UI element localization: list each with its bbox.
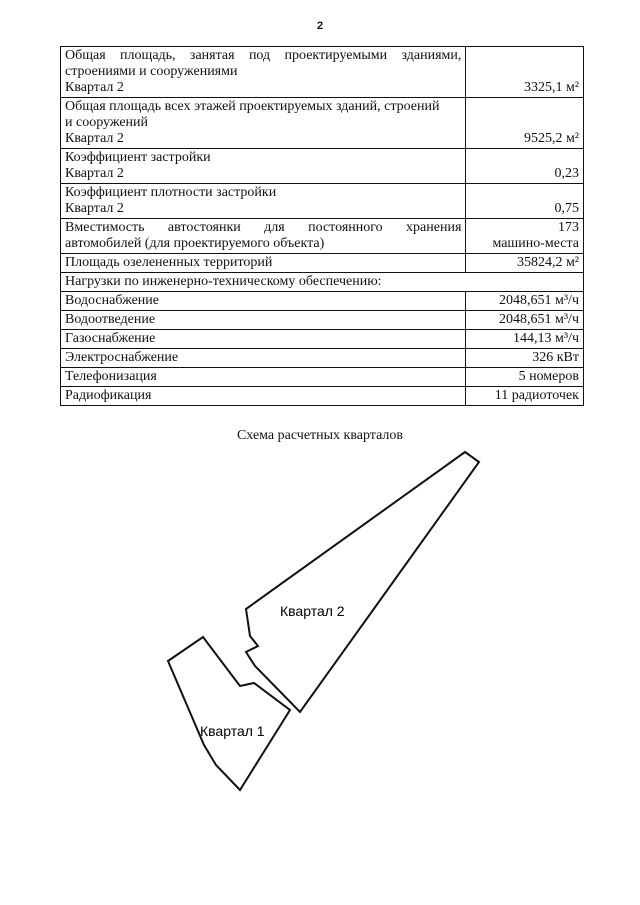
table-row [61, 98, 584, 149]
density-coef-value: 0,75 [466, 184, 584, 219]
floor-area-label [61, 98, 466, 149]
page-number: 2 [316, 20, 324, 32]
water-supply-value: 2048,651 м³/ч [466, 292, 584, 311]
water-supply-label: Водоснабжение [61, 292, 466, 311]
parking-label-line2: автомобилей (для проектируемого объекта) [65, 236, 325, 251]
floor-area-label-line3: Квартал 2 [65, 131, 124, 146]
green-area-label: Площадь озелененных территорий [61, 254, 466, 273]
built-area-value: 3325,1 м² [466, 47, 584, 98]
table-row [61, 273, 584, 292]
block-1-label: Квартал 1 [200, 723, 265, 739]
built-area-label-line2: строениями и сооружениями [65, 64, 238, 79]
blocks-scheme [0, 440, 640, 800]
floor-area-label-line1: Общая площадь всех этажей проектируемых зданий, строений [65, 99, 440, 114]
floor-area-value: 9525,2 м² [466, 98, 584, 149]
table-row [61, 219, 584, 254]
build-coef-label [61, 149, 466, 184]
density-coef-label [61, 184, 466, 219]
density-coef-label-line1: Коэффициент плотности застройки [65, 185, 277, 200]
table-row [61, 387, 584, 406]
table-row [61, 47, 584, 98]
parameters-table [60, 46, 584, 406]
phone-label: Телефонизация [61, 368, 466, 387]
built-area-label [61, 47, 466, 98]
green-area-value: 35824,2 м² [466, 254, 584, 273]
parking-value [466, 219, 584, 254]
gas-label: Газоснабжение [61, 330, 466, 349]
parking-value-unit: машино-места [492, 236, 579, 251]
table-row [61, 349, 584, 368]
build-coef-label-line1: Коэффициент застройки [65, 150, 211, 165]
power-value: 326 кВт [466, 349, 584, 368]
radio-label: Радиофикация [61, 387, 466, 406]
power-label: Электроснабжение [61, 349, 466, 368]
parking-label [61, 219, 466, 254]
table-row [61, 149, 584, 184]
block-1-outline [168, 637, 290, 790]
table-row [61, 330, 584, 349]
table-row [61, 292, 584, 311]
parking-label-line1: Вместимость автостоянки для постоянного хранения [65, 220, 462, 235]
parking-value-number: 173 [558, 220, 579, 235]
block-2-outline [246, 452, 479, 712]
gas-value: 144,13 м³/ч [466, 330, 584, 349]
density-coef-label-line2: Квартал 2 [65, 201, 124, 216]
schema-title: Схема расчетных кварталов [236, 428, 404, 443]
build-coef-label-line2: Квартал 2 [65, 166, 124, 181]
table-row [61, 184, 584, 219]
table-row [61, 368, 584, 387]
radio-value: 11 радиоточек [466, 387, 584, 406]
floor-area-label-line2: и сооружений [65, 115, 149, 130]
phone-value: 5 номеров [466, 368, 584, 387]
build-coef-value: 0,23 [466, 149, 584, 184]
loads-header: Нагрузки по инженерно-техническому обеспечению: [61, 273, 584, 292]
table-row [61, 311, 584, 330]
block-2-label: Квартал 2 [280, 603, 345, 619]
table-row [61, 254, 584, 273]
sewerage-value: 2048,651 м³/ч [466, 311, 584, 330]
built-area-label-line1: Общая площадь, занятая под проектируемыми зданиями, [65, 48, 462, 63]
built-area-label-line3: Квартал 2 [65, 80, 124, 95]
sewerage-label: Водоотведение [61, 311, 466, 330]
